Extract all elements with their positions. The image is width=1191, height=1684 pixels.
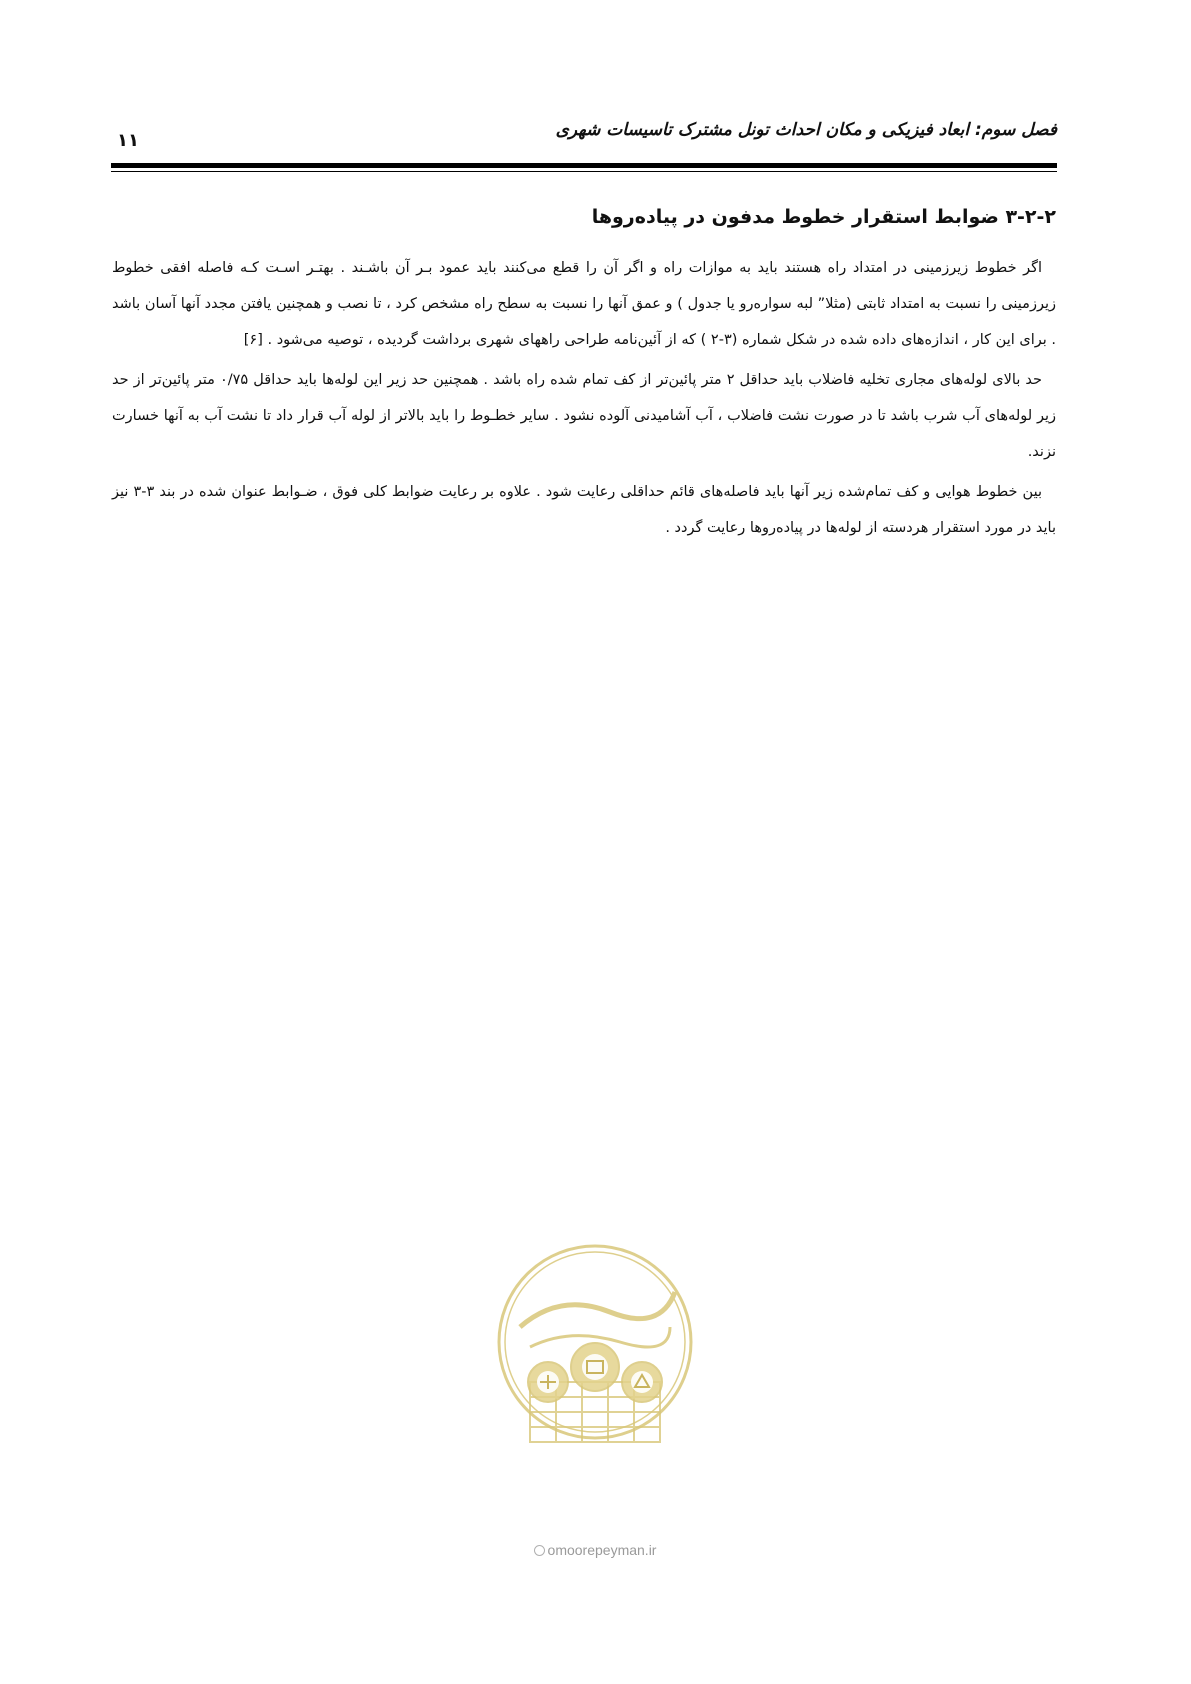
watermark-seal-icon xyxy=(490,1232,700,1467)
watermark-url-text: omoorepeyman.ir xyxy=(547,1542,657,1558)
header-rule-thin xyxy=(111,171,1057,172)
watermark-url xyxy=(490,1542,700,1558)
page-number: ۱۱ xyxy=(117,130,139,151)
section-heading: ۳-۲-۲ ضوابط استقرار خطوط مدفون در پیاده‌روها xyxy=(591,206,1056,228)
globe-icon xyxy=(534,1545,545,1556)
page-content xyxy=(112,200,1056,550)
watermark-logo xyxy=(490,1232,700,1467)
paragraph: بین خطوط هوایی و کف تمام‌شده زیر آنها باید فاصله‌های قائم حداقلی رعایت شود . علاوه بر رعایت ضوابط کلی فوق ، ضـوابط عنوان شده در بند ۳-۳ نیز باید در مورد استقرار هردسته از لوله‌ها در پیاده‌روها رعایت گردد . xyxy=(112,484,1056,536)
page-header xyxy=(111,118,1057,151)
header-rule-thick xyxy=(111,163,1057,168)
chapter-title: فصل سوم: ابعاد فیزیکی و مکان احداث تونل مشترک تاسیسات شهری xyxy=(555,120,1057,140)
paragraph: اگر خطوط زیرزمینی در امتداد راه هستند باید به موازات راه و اگر آن را قطع می‌کنند باید عمود بـر آن باشـند . بهتـر اسـت کـه فاصله افقی خطوط زیرزمینی را نسبت به امتداد ثابتی (مثلا” لبه سواره‌رو یا جدول ) و عمق آنها را نسبت به سطح راه مشخص کرد ، تا نصب و همچنین یافتن مجدد آنها آسان باشد . برای این کار ، اندازه‌های داده شده در شکل شماره (۳-۲ ) که از آئین‌نامه طراحی راههای شهری برداشت گردیده ، توصیه می‌شود . [۶] xyxy=(112,260,1056,348)
paragraph: حد بالای لوله‌های مجاری تخلیه فاضلاب باید حداقل ۲ متر پائین‌تر از کف تمام شده راه باشد . همچنین حد زیر این لوله‌ها باید حداقل ۰/۷۵ متر پائین‌تر از حد زیر لوله‌های آب شرب باشد تا در صورت نشت فاضلاب ، آب آشامیدنی آلوده نشود . سایر خطـوط را باید بالاتر از لوله آب قرار داد تا نشت آب به آنها خسارت نزند. xyxy=(112,372,1056,460)
